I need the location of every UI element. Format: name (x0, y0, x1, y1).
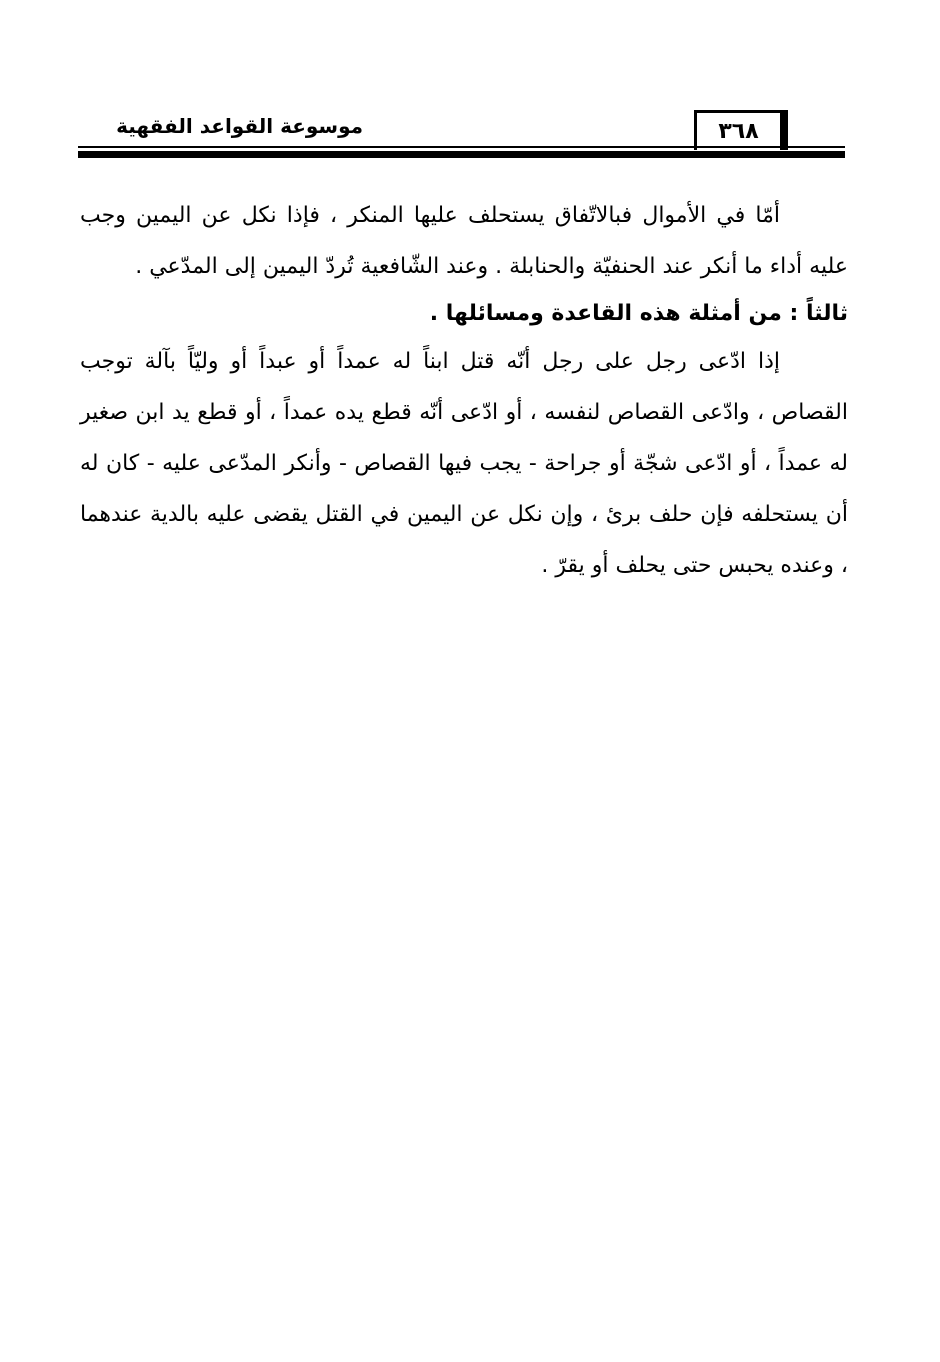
header-rule-thin (78, 146, 845, 148)
section-heading: ثالثاً : من أمثلة هذه القاعدة ومسائلها . (429, 301, 848, 326)
running-title: موسوعة القواعد الفقهية (116, 114, 363, 138)
header-rule-thick (78, 151, 845, 158)
page-header (78, 100, 845, 160)
paragraph-retaliation-claims: إذا ادّعى رجل على رجل أنّه قتل ابناً له عمداً أو عبداً أو وليّاً بآلة توجب القصاص ، وادّعى القصاص لنفسه ، أو ادّعى أنّه قطع يده عمداً ، أو قطع يد ابن صغير له عمداً ، أو ادّعى شجّة أو جراحة - يجب فيها القصاص - وأنكر المدّعى عليه - كان له أن يستحلفه فإن حلف برئ ، وإن نكل عن اليمين في القتل يقضى عليه بالدية عندهما ، وعنده يحبس حتى يحلف أو يقرّ . (80, 349, 848, 578)
page-body (80, 190, 848, 591)
page-number: ٣٦٨ (694, 110, 788, 150)
paragraph-oaths-in-property: أمّا في الأموال فبالاتّفاق يستحلف عليها المنكر ، فإذا نكل عن اليمين وجب عليه أداء ما أنكر عند الحنفيّة والحنابلة . وعند الشّافعية تُردّ اليمين إلى المدّعي . (80, 203, 848, 279)
